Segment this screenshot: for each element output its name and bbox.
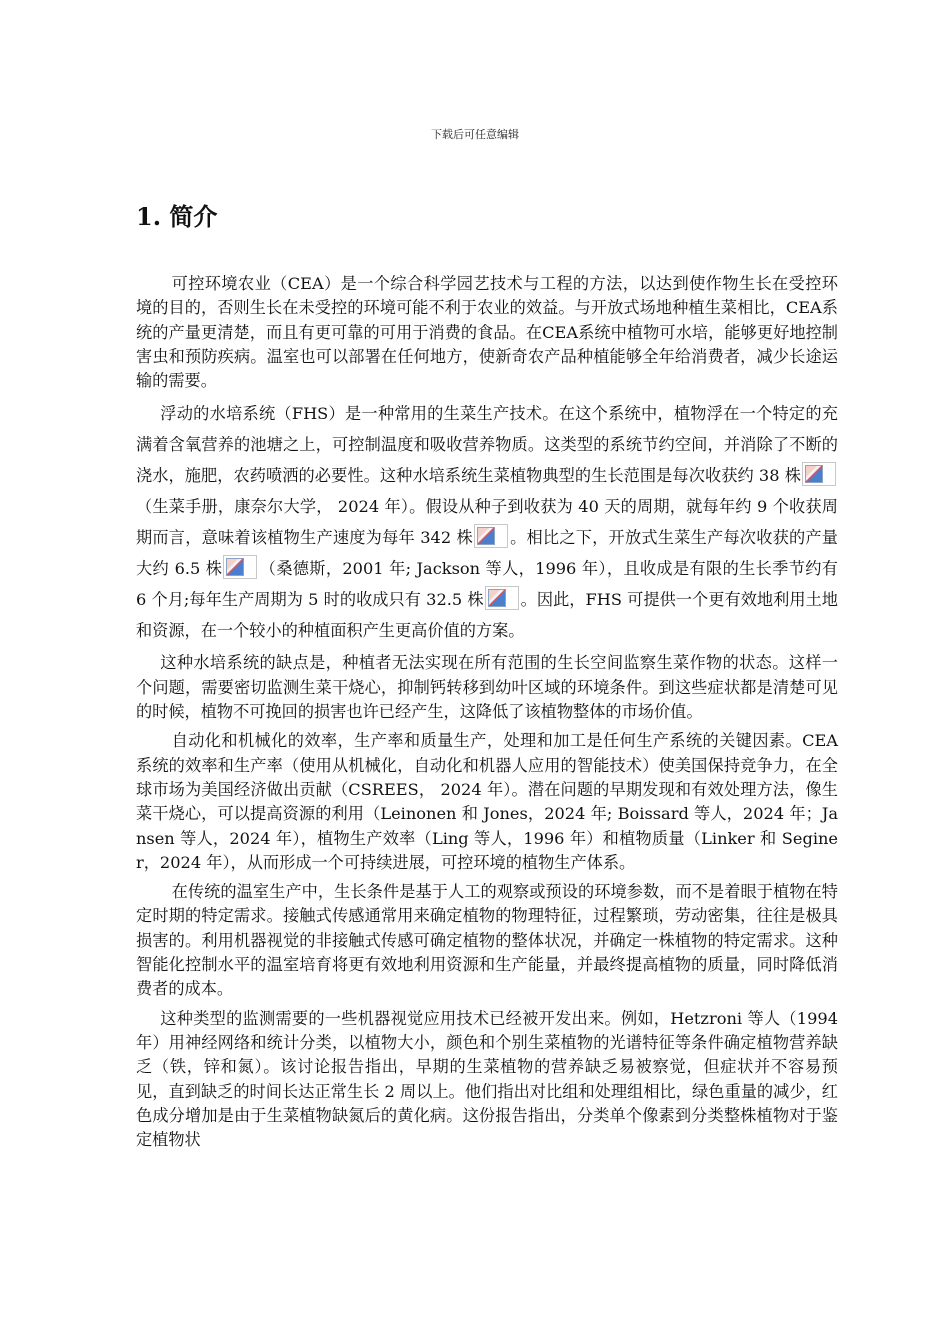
paragraph-fhs <box>136 398 838 646</box>
paragraph-machine-vision: 这种类型的监测需要的一些机器视觉应用技术已经被开发出来。例如，Hetzroni 等人（1994 年）用神经网络和统计分类，以植物大小，颜色和个别生菜植物的光谱特征等条件确定植物营养缺乏（铁，锌和氮）。该讨论报告指出，早期的生菜植物的营养缺乏易被察觉，但症状并不容易预见，直到缺乏的时间长达正常生长 2 周以上。他们指出对比组和处理组相比，绿色重量的减少，红色成分增加是由于生菜植物缺氮后的黄化病。这份报告指出，分类单个像素到分类整株植物对于鉴定植物状 <box>136 1008 838 1150</box>
paragraph-fhs-part-1: 浮动的水培系统（FHS）是一种常用的生菜生产技术。在这个系统中，植物浮在一个特定的充满着含氧营养的池塘之上，可控制温度和吸收营养物质。这类型的系统节约空间，并消除了不断的浇水，施肥，农药喷洒的必要性。这种水培系统生菜植物典型的生长范围是每次收获约 38 株 <box>136 404 838 486</box>
paragraph-fhs-part-3: 。相比之下，开放式生菜生产每次收获的产量大约 6.5 株 <box>136 528 838 579</box>
document-body <box>136 272 838 1157</box>
header-note: 下载后可任意编辑 <box>431 128 519 141</box>
paragraph-traditional-greenhouse: 在传统的温室生产中，生长条件是基于人工的观察或预设的环境参数，而不是着眼于植物在特定时期的特定需求。接触式传感通常用来确定植物的物理特征，过程繁琐，劳动密集，往往是极具损害的。利用机器视觉的非接触式传感可确定植物的整体状况，并确定一株植物的特定需求。这种智能化控制水平的温室培育将更有效地利用资源和生产能量，并最终提高植物的质量，同时降低消费者的成本。 <box>136 882 838 999</box>
paragraph-fhs-part-2: （生菜手册，康奈尔大学， 2024 年）。假设从种子到收获为 40 天的周期，就每年约 9 个收获周期而言，意味着该植物生产速度为每年 342 株 <box>136 497 838 548</box>
paragraph-fhs-part-4: （桑德斯，2001 年; Jackson 等人，1996 年），且收成是有限的生长季节约有 6 个月;每年生产周期为 5 时的收成只有 32.5 株 <box>136 559 838 610</box>
broken-image-icon <box>485 586 519 610</box>
paragraph-automation: 自动化和机械化的效率，生产率和质量生产，处理和加工是任何生产系统的关键因素。CEA 系统的效率和生产率（使用从机械化，自动化和机器人应用的智能技术）使美国保持竞争力，在全球市场为美国经济做出贡献（CSREES， 2024 年）。潜在问题的早期发现和有效处理方法，像生菜干烧心，可以提高资源的利用（Leinonen 和 Jones，2024 年; Boissard 等人，2024 年；Jansen 等人，2024 年），植物生产效率（Ling 等人，1996 年）和植物质量（Linker 和 Seginer，2024 年），从而形成一个可持续进展，可控环境的植物生产体系。 <box>136 731 838 872</box>
broken-image-icon <box>802 462 836 486</box>
section-title: 1. 简介 <box>136 202 218 231</box>
paragraph-cea: 可控环境农业（CEA）是一个综合科学园艺技术与工程的方法，以达到使作物生长在受控环境的目的，否则生长在未受控的环境可能不利于农业的效益。与开放式场地种植生菜相比，CEA系统的产量更清楚，而且有更可靠的可用于消费的食品。在CEA系统中植物可水培，能够更好地控制害虫和预防疾病。温室也可以部署在任何地方，使新奇农产品种植能够全年给消费者，减少长途运输的需要。 <box>136 274 838 391</box>
paragraph-drawback: 这种水培系统的缺点是，种植者无法实现在所有范围的生长空间监察生菜作物的状态。这样一个问题，需要密切监测生菜干烧心，抑制钙转移到幼叶区域的环境条件。到这些症状都是清楚可见的时候，植物不可挽回的损害也许已经产生，这降低了该植物整体的市场价值。 <box>136 653 838 722</box>
broken-image-icon <box>223 555 257 579</box>
paragraph-fhs-part-5: 。因此，FHS 可提供一个更有效地利用土地和资源，在一个较小的种植面积产生更高价值的方案。 <box>136 590 838 641</box>
broken-image-icon <box>474 524 508 548</box>
